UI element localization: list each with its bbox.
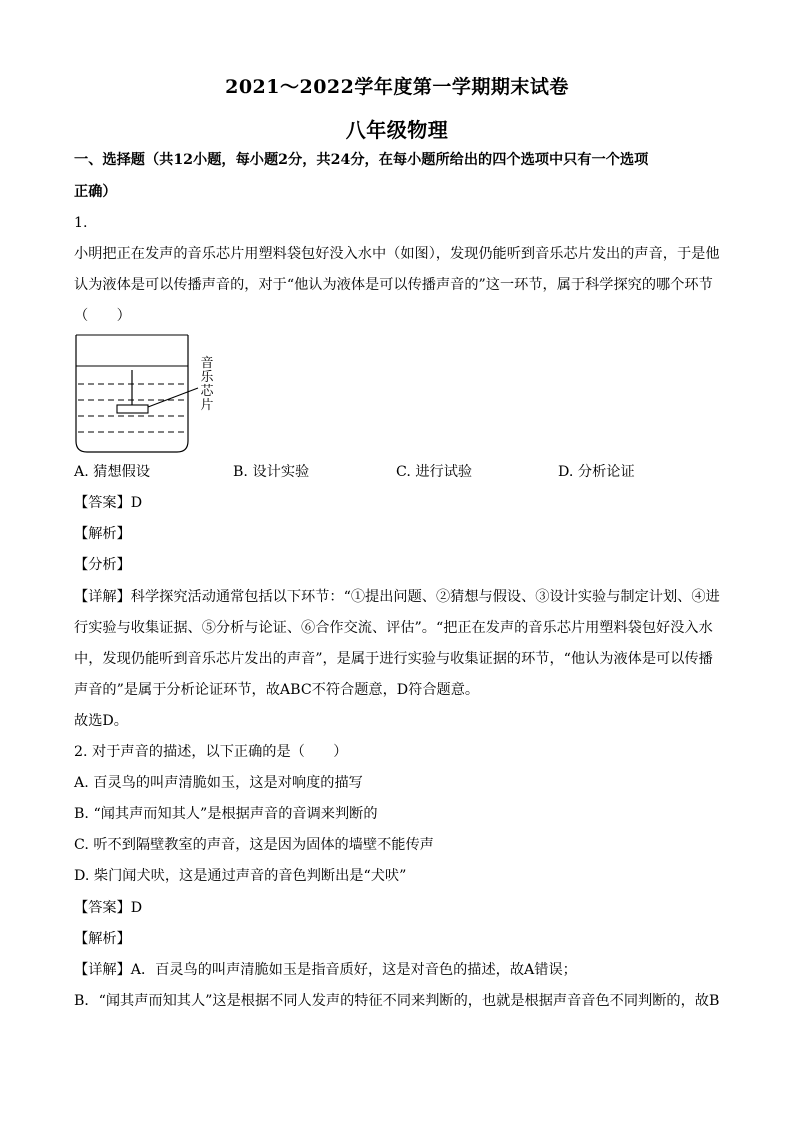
- q2-analysis-label: 【解析】: [74, 931, 131, 947]
- q1-stem-line3: （ ）: [74, 308, 131, 324]
- q2-option-b: B. “闻其声而知其人”是根据声音的音调来判断的: [74, 806, 378, 822]
- q1-option-d: D. 分析论证: [558, 464, 635, 480]
- q2-option-d: D. 柴门闻犬吠，这是通过声音的音色判断出是“犬吠”: [74, 868, 407, 884]
- q2-option-a: A. 百灵鸟的叫声清脆如玉，这是对响度的描写: [74, 775, 363, 791]
- q1-fenxi-label: 【分析】: [74, 557, 131, 573]
- music-chip: [117, 405, 148, 413]
- q1-number: 1.: [74, 215, 88, 231]
- q1-detail-line3: 中，发现仍能听到音乐芯片发出的声音”，是属于进行实验与收集证据的环节，“他认为液体是可以传播: [74, 651, 713, 667]
- q1-analysis-label: 【解析】: [74, 526, 131, 542]
- q1-detail-line4: 声音的”是属于分析论证环节，故ABC不符合题意，D符合题意。: [74, 682, 480, 698]
- page-title: 2021～2022学年度第一学期期末试卷: [225, 76, 569, 98]
- q1-conclusion: 故选D。: [74, 713, 128, 729]
- q1-detail-line2: 行实验与收集证据、⑤分析与论证、⑥合作交流、评估”。“把正在发声的音乐芯片用塑料袋包好没入水: [74, 620, 713, 636]
- beaker-figure: [74, 333, 224, 455]
- q1-option-b: B. 设计实验: [233, 464, 310, 480]
- q1-stem-line1: 小明把正在发声的音乐芯片用塑料袋包好没入水中（如图），发现仍能听到音乐芯片发出的声音，于是他: [74, 246, 720, 262]
- q1-detail-line1: 【详解】科学探究活动通常包括以下环节：“①提出问题、②猜想与假设、③设计实验与制定计划、④进: [74, 589, 720, 605]
- q2-detail-line1: 【详解】A．百灵鸟的叫声清脆如玉是指音质好，这是对音色的描述，故A错误；: [74, 962, 577, 978]
- q2-stem: 2. 对于声音的描述，以下正确的是（ ）: [74, 744, 348, 760]
- section-heading-line2: 正确）: [74, 184, 117, 200]
- section-heading-line1: 一、选择题（共12小题，每小题2分，共24分，在每小题所给出的四个选项中只有一个选项: [74, 152, 649, 168]
- page-subtitle: 八年级物理: [345, 118, 449, 142]
- q1-option-a: A. 猜想假设: [74, 464, 151, 480]
- q2-option-c: C. 听不到隔壁教室的声音，这是因为固体的墙壁不能传声: [74, 837, 434, 853]
- q1-stem-line2: 认为液体是可以传播声音的，对于“他认为液体是可以传播声音的”这一环节，属于科学探究的哪个环节: [74, 277, 713, 293]
- q2-answer: 【答案】D: [74, 900, 143, 916]
- chip-label: 音 乐 芯 片: [200, 356, 214, 413]
- q2-detail-line2: B．“闻其声而知其人”这是根据不同人发声的特征不同来判断的，也就是根据声音音色不同判断的，故B: [74, 993, 720, 1009]
- q1-option-c: C. 进行试验: [396, 464, 473, 480]
- chip-pointer-line: [148, 388, 198, 407]
- q1-answer: 【答案】D: [74, 495, 143, 511]
